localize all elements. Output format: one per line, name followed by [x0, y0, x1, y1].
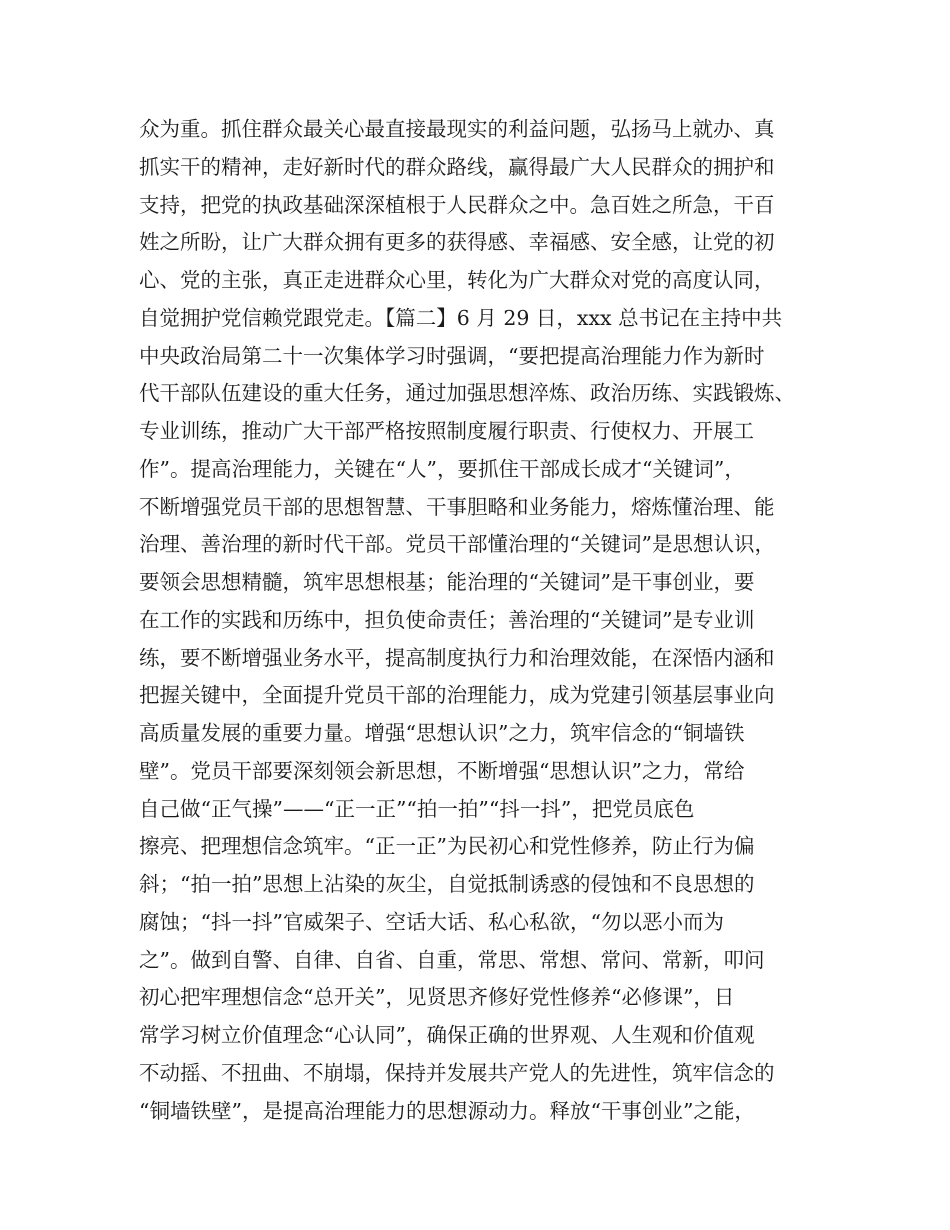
- text-line: 中央政治局第二十一次集体学习时强调，“要把提高治理能力作为新时: [139, 343, 765, 368]
- text-line: 腐蚀；“抖一抖”官威架子、空话大话、私心私欲，“勿以恶小而为: [139, 909, 724, 934]
- text-line: 常学习树立价值理念“心认同”，确保正确的世界观、人生观和价值观: [139, 1023, 755, 1047]
- text-line: 把握关键中，全面提升党员干部的治理能力，成为党建引领基层事业向: [139, 683, 775, 708]
- text-line: 练，要不断增强业务水平，提高制度执行力和治理效能，在深悟内涵和: [139, 645, 775, 670]
- text-line: 不动摇、不扭曲、不崩塌，保持并发展共产党人的先进性，筑牢信念的: [139, 1060, 775, 1085]
- text-line: 作”。提高治理能力，关键在“人”，要抓住干部成长成才“关键词”，: [139, 456, 745, 481]
- text-line: 众为重。抓住群众最关心最直接最现实的利益问题，弘扬马上就办、真: [139, 117, 775, 141]
- text-line: 自己做“正气操”——“正一正”“拍一拍”“抖一抖”，把党员底色: [139, 796, 695, 821]
- text-line: 支持，把党的执政基础深深植根于人民群众之中。急百姓之所急，干百: [139, 192, 775, 217]
- text-line: 高质量发展的重要力量。增强“思想认识”之力，筑牢信念的“铜墙铁: [139, 721, 745, 745]
- text-line: 初心把牢理想信念“总开关”，见贤思齐修好党性修养“必修课”，日: [139, 985, 735, 1010]
- text-line: 在工作的实践和历练中，担负使命责任；善治理的“关键词”是专业训: [139, 607, 755, 632]
- text-line: 心、党的主张，真正走进群众心里，转化为广大群众对党的高度认同，: [139, 268, 775, 292]
- text-line: 专业训练，推动广大干部严格按照制度履行职责、行使权力、开展工: [139, 419, 754, 443]
- text-line: 要领会思想精髓，筑牢思想根基；能治理的“关键词”是干事创业，要: [139, 570, 755, 594]
- text-line: 斜；“拍一拍”思想上沾染的灰尘，自觉抵制诱惑的侵蚀和不良思想的: [139, 872, 755, 896]
- text-line: 治理、善治理的新时代干部。党员干部懂治理的“关键词”是思想认识，: [139, 532, 775, 557]
- text-line: 擦亮、把理想信念筑牢。“正一正”为民初心和党性修养，防止行为偏: [139, 834, 755, 859]
- text-line: 抓实干的精神，走好新时代的群众路线，赢得最广大人民群众的拥护和: [139, 154, 775, 179]
- text-line: 代干部队伍建设的重大任务，通过加强思想淬炼、政治历练、实践锻炼、: [139, 381, 795, 406]
- text-line: 自觉拥护党信赖党跟党走。【篇二】6 月 29 日，xxx 总书记在主持中共: [139, 305, 783, 330]
- text-line: 不断增强党员干部的思想智慧、干事胆略和业务能力，熔炼懂治理、能: [139, 494, 775, 519]
- text-line: 姓之所盼，让广大群众拥有更多的获得感、幸福感、安全感，让党的初: [139, 230, 775, 255]
- body-text: [139, 111, 829, 1130]
- text-line: “铜墙铁壁”，是提高治理能力的思想源动力。释放“干事创业”之能，: [139, 1098, 755, 1123]
- text-line: 之”。做到自警、自律、自省、自重，常思、常想、常问、常新，叩问: [139, 947, 765, 972]
- text-line: 壁”。党员干部要深刻领会新思想，不断增强“思想认识”之力，常给: [139, 758, 745, 783]
